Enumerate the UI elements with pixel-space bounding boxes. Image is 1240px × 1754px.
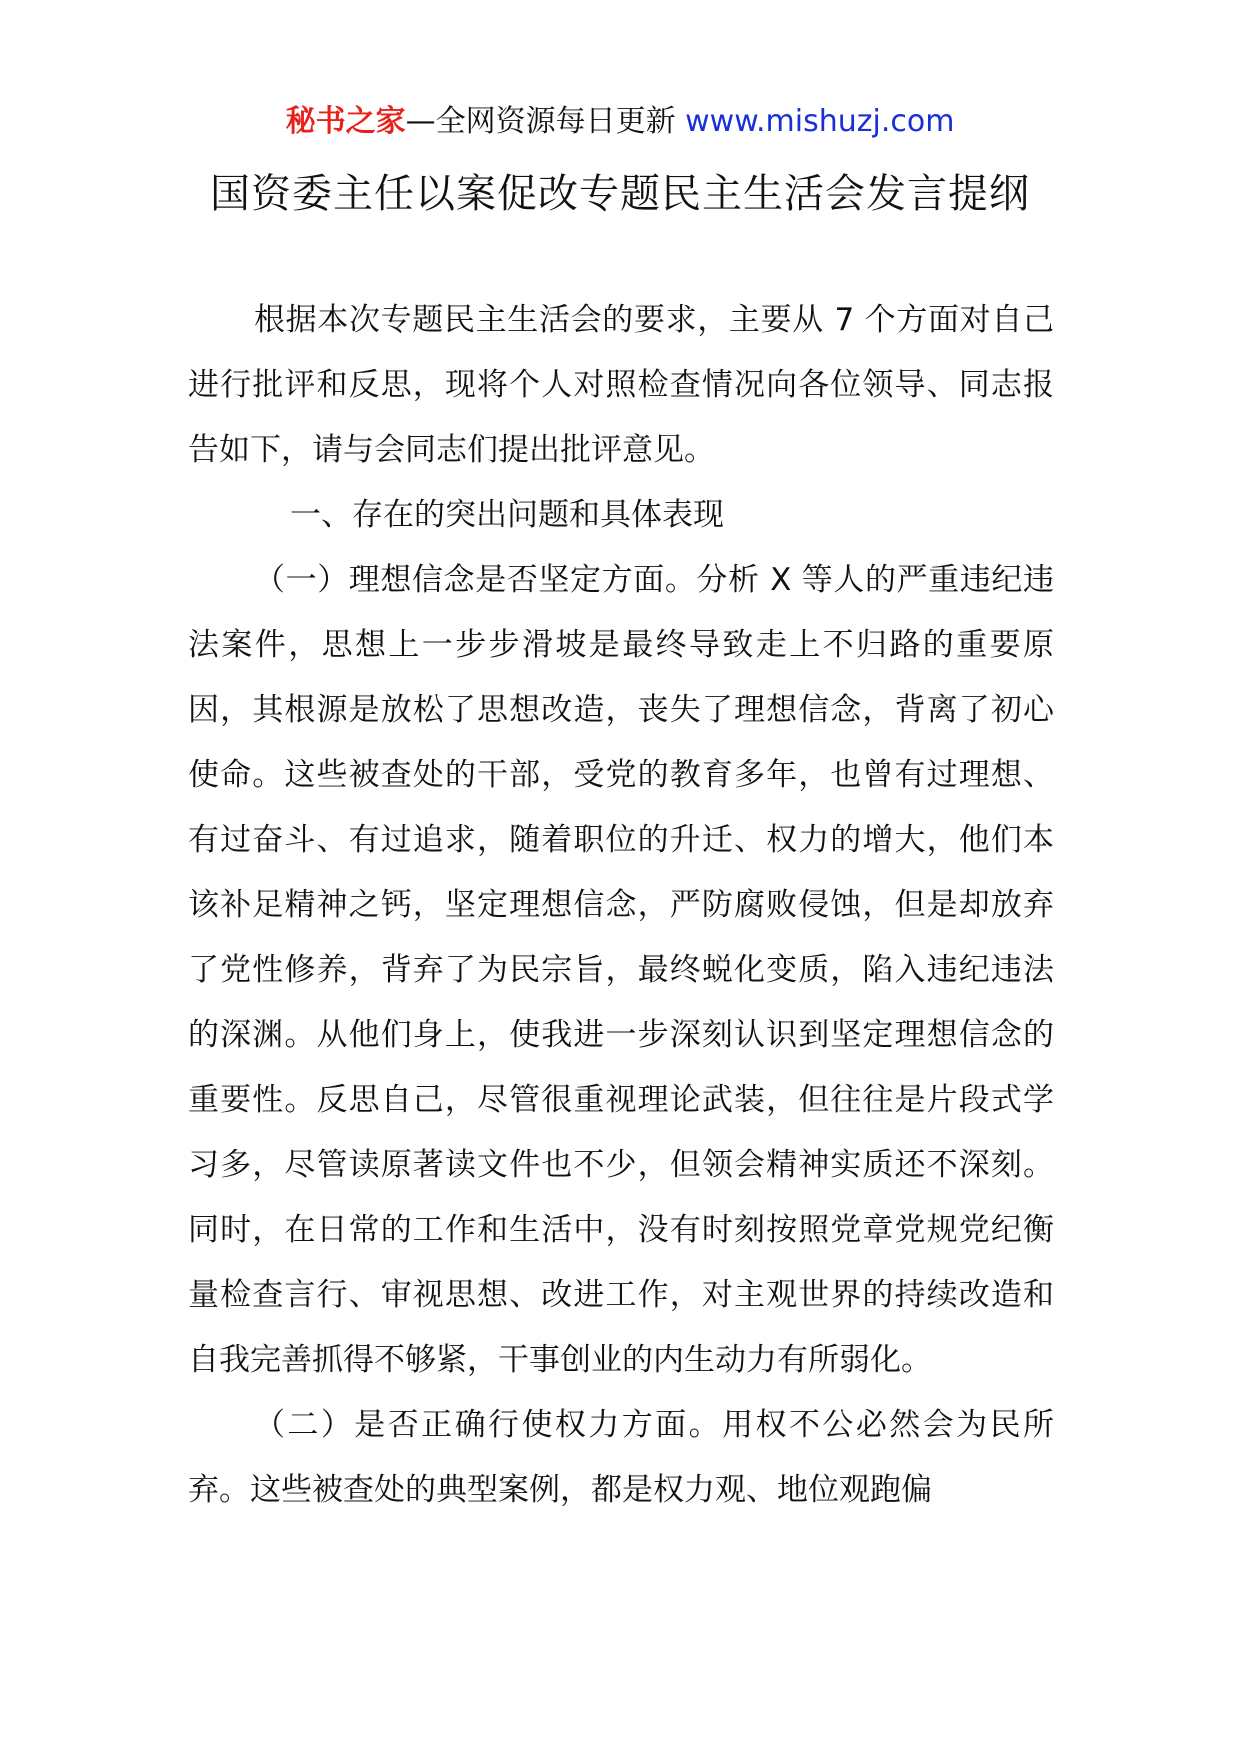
document-title: 国资委主任以案促改专题民主生活会发言提纲 [210,171,1030,217]
site-url-link[interactable]: www.mishuzj.com [685,104,955,139]
site-tagline: —全网资源每日更新 [405,104,676,139]
site-brand: 秘书之家 [285,104,406,139]
site-banner [0,100,1240,144]
section-heading: 一、存在的突出问题和具体表现 [290,497,724,533]
document-body [188,288,1054,1523]
body-paragraph-2: （二）是否正确行使权力方面。用权不公必然会为民所弃。这些被查处的典型案例，都是权力观、地位观跑偏 [188,1407,1054,1508]
body-paragraph-1: （一）理想信念是否坚定方面。分析 X 等人的严重违纪违法案件，思想上一步步滑坡是最终导致走上不归路的重要原因，其根源是放松了思想改造，丧失了理想信念，背离了初心使命。这些被查处的干部，受党的教育多年，也曾有过理想、有过奋斗、有过追求，随着职位的升迁、权力的增大，他们本该补足精神之钙，坚定理想信念，严防腐败侵蚀，但是却放弃了党性修养，背弃了为民宗旨，最终蜕化变质，陷入违纪违法的深渊。从他们身上，使我进一步深刻认识到坚定理想信念的重要性。反思自己，尽管很重视理论武装，但往往是片段式学习多，尽管读原著读文件也不少，但领会精神实质还不深刻。同时，在日常的工作和生活中，没有时刻按照党章党规党纪衡量检查言行、审视思想、改进工作，对主观世界的持续改造和自我完善抓得不够紧，干事创业的内生动力有所弱化。 [188,562,1054,1378]
intro-paragraph: 根据本次专题民主生活会的要求，主要从 7 个方面对自己进行批评和反思，现将个人对照检查情况向各位领导、同志报告如下，请与会同志们提出批评意见。 [188,302,1054,468]
